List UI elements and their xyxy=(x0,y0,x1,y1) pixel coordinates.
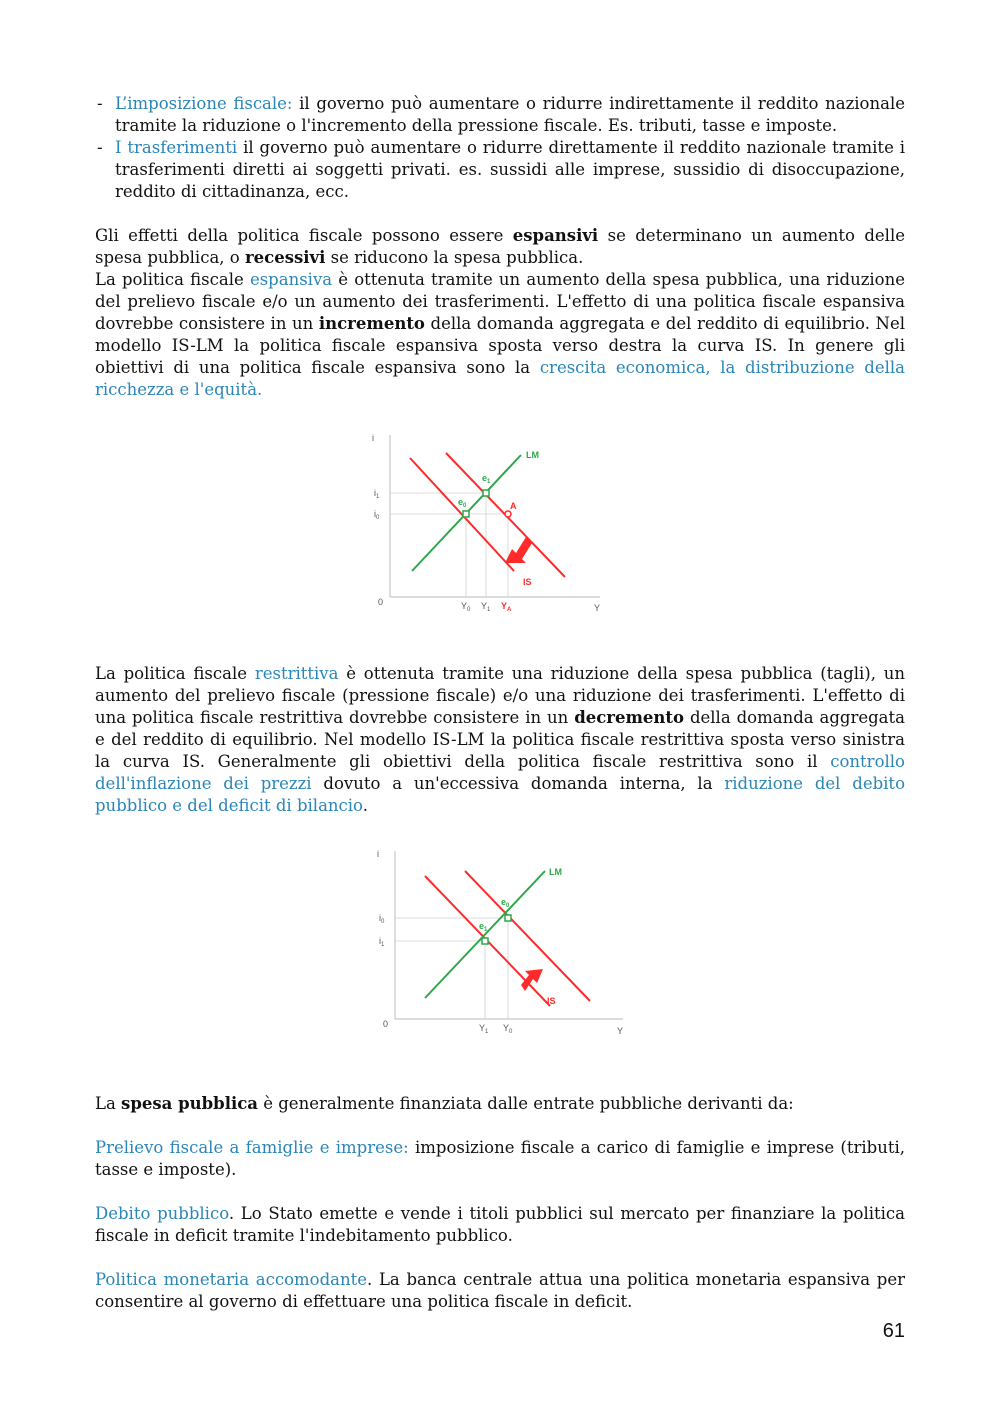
a-label: A xyxy=(510,501,517,511)
axis-label-x: Y xyxy=(594,603,601,613)
equilibrium-e0 xyxy=(463,511,469,517)
y1-label: $Y_1$ xyxy=(479,1023,489,1035)
fiscal-tools-list xyxy=(95,93,905,203)
ya-label: $Y_A$ xyxy=(501,601,512,613)
paragraph-expansive: La politica fiscale espansiva è ottenuta tramite un aumento della spesa pubblica, una riduzione del prelievo fiscale e/o un aumento dei trasferimenti. L'effetto di una politica fiscale espansiva dovrebbe consistere in un incremento della domanda aggregata e del reddito di equilibrio. Nel modello IS-LM la politica fiscale espansiva sposta verso destra la curva IS. In genere gli obiettivi di una politica fiscale espansiva sono la crescita economica, la distribuzione della ricchezza e l'equità. xyxy=(95,270,905,399)
is-curve-initial xyxy=(410,458,514,571)
islm-expansive-diagram xyxy=(95,425,905,630)
paragraph-prelievo: Prelievo fiscale a famiglie e imprese: imposizione fiscale a carico di famiglie e imprese (tributi, tasse e imposte). xyxy=(95,1138,905,1179)
shift-arrow-icon xyxy=(505,537,532,563)
point-a xyxy=(505,511,511,517)
paragraph-restrictive: La politica fiscale restrittiva è ottenuta tramite una riduzione della spesa pubblica (tagli), un aumento del prelievo fiscale (pressione fiscale) e/o una riduzione dei trasferimenti. L'effetto di una politica fiscale restrittiva dovrebbe consistere in un decremento della domanda aggregata e del reddito di equilibrio. Nel modello IS-LM la politica fiscale restrittiva sposta verso sinistra la curva IS. Generalmente gli obiettivi della politica fiscale restrittiva sono il controllo dell'inflazione dei prezzi dovuto a un'eccessiva domanda interna, la riduzione del debito pubblico e del deficit di bilancio. xyxy=(95,664,905,815)
is-label: IS xyxy=(547,996,556,1006)
list-item-text: il governo può aumentare o ridurre indirettamente il reddito nazionale tramite la riduzione o l'incremento della pressione fiscale. Es. tributi, tasse e imposte. xyxy=(115,94,905,135)
origin-label: 0 xyxy=(378,597,384,607)
e0-label: $e_0$ xyxy=(501,897,510,909)
y0-label: $Y_0$ xyxy=(461,601,471,613)
i1-label: $i_1$ xyxy=(379,936,385,948)
y1-label: $Y_1$ xyxy=(481,601,491,613)
term-imposizione: L’imposizione fiscale: xyxy=(115,94,293,113)
equilibrium-e0 xyxy=(505,915,511,921)
paragraph-politica-monetaria: Politica monetaria accomodante. La banca centrale attua una politica monetaria espansiva per consentire al governo di effettuare una politica fiscale in deficit. xyxy=(95,1270,906,1311)
equilibrium-e1 xyxy=(483,490,489,496)
list-item xyxy=(95,137,905,203)
paragraph-debito: Debito pubblico. Lo Stato emette e vende i titoli pubblici sul mercato per finanziare la politica fiscale in deficit tramite l'indebitamento pubblico. xyxy=(95,1204,906,1245)
e1-label: $e_1$ xyxy=(482,473,491,485)
e1-label: $e_1$ xyxy=(479,921,488,933)
equilibrium-e1 xyxy=(482,938,488,944)
i0-label: $i_0$ xyxy=(379,913,385,925)
i1-label: $i_1$ xyxy=(374,488,380,500)
list-item-text: il governo può aumentare o ridurre direttamente il reddito nazionale tramite i trasferimenti diretti ai soggetti privati. es. sussidi alle imprese, sussidio di disoccupazione, reddito di cittadinanza, ecc. xyxy=(115,138,905,201)
paragraph-effects: Gli effetti della politica fiscale possono essere espansivi se determinano un aumento delle spesa pubblica, o recessivi se riducono la spesa pubblica. xyxy=(95,226,905,267)
paragraph-public-spending: La spesa pubblica è generalmente finanziata dalle entrate pubbliche derivanti da: xyxy=(95,1094,794,1113)
term-trasferimenti: I trasferimenti xyxy=(115,138,238,157)
page-number: 61 xyxy=(882,1320,905,1342)
lm-label: LM xyxy=(549,867,562,877)
i0-label: $i_0$ xyxy=(374,509,380,521)
lm-label: LM xyxy=(526,450,539,460)
e0-label: $e_0$ xyxy=(458,497,467,509)
origin-label: 0 xyxy=(383,1019,389,1029)
axis-label-y: i xyxy=(377,849,379,859)
y0-label: $Y_0$ xyxy=(503,1023,513,1035)
axis-label-y: i xyxy=(372,433,374,443)
islm-restrictive-diagram xyxy=(95,841,905,1051)
is-label: IS xyxy=(523,577,532,587)
axis-label-x: Y xyxy=(617,1026,624,1036)
page-content xyxy=(95,93,905,1313)
list-item xyxy=(95,93,905,137)
